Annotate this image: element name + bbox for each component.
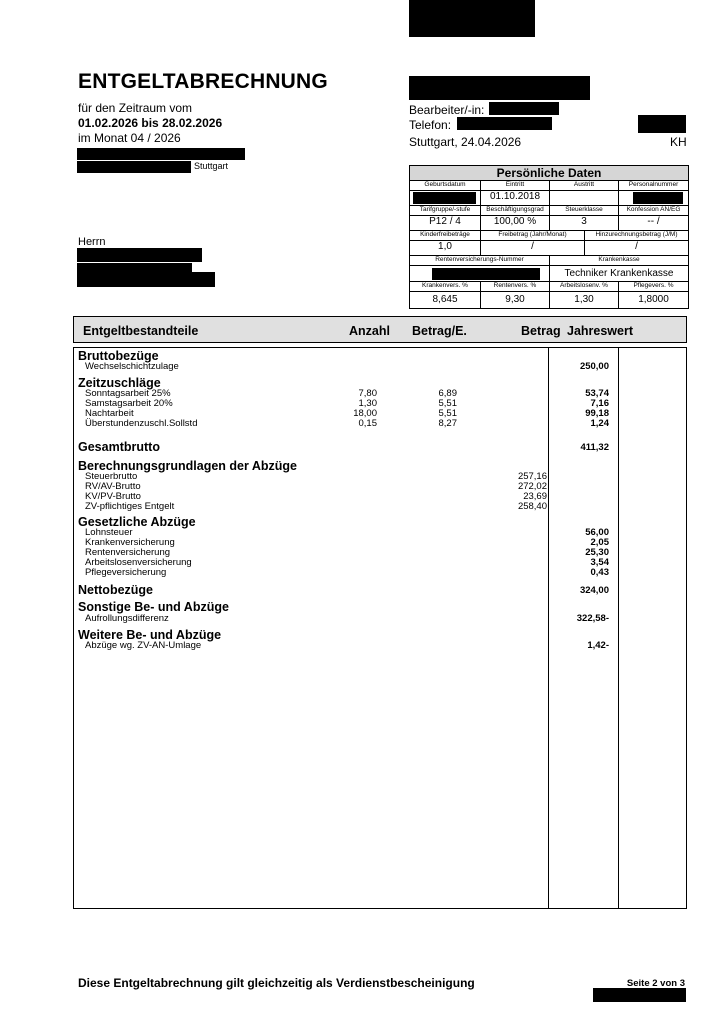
row-count: 1,30 [358, 398, 377, 409]
row-value: 7,16 [590, 398, 609, 409]
redaction-block [77, 272, 215, 287]
redaction-block [432, 268, 540, 280]
label-care-rate: Pflegevers. % [618, 281, 688, 291]
table-row [0, 419, 719, 429]
label-entry: Eintritt [480, 180, 549, 190]
row-amount: 258,40 [517, 501, 547, 512]
row-label: Krankenversicherung [85, 537, 175, 548]
label-personnel-number: Personalnummer [618, 180, 688, 190]
value-addition-amount: / [584, 240, 688, 255]
table-row [0, 443, 719, 453]
value-unemployment-rate: 1,30 [549, 291, 618, 308]
value-confession: -- / [618, 215, 688, 230]
label-employment-level: Beschäftigungsgrad [480, 205, 549, 215]
footer-note: Diese Entgeltabrechnung gilt gleichzeitig als Verdienstbescheinigung [78, 976, 475, 990]
gesamtbrutto-value: 411,32 [580, 442, 609, 453]
value-tariff-group: P12 / 4 [410, 215, 480, 230]
clerk-code: KH [670, 135, 687, 149]
label-allowance: Freibetrag (Jahr/Monat) [480, 230, 584, 240]
table-header [73, 316, 687, 343]
row-per-unit: 8,27 [438, 418, 457, 429]
row-per-unit: 6,89 [438, 388, 457, 399]
value-pension-number [410, 265, 549, 281]
redaction-block [633, 192, 683, 204]
page-number: Seite 2 von 3 [626, 978, 685, 989]
label-addition-amount: Hinzurechnungsbetrag (J/M) [584, 230, 688, 240]
document-title: ENTGELTABRECHNUNG [78, 70, 328, 93]
redaction-block [409, 0, 535, 37]
value-allowance: / [480, 240, 584, 255]
row-value: 2,05 [590, 537, 609, 548]
clerk-label: Bearbeiter/-in: [409, 103, 485, 117]
value-birthdate [410, 190, 480, 205]
personal-data-title: Persönliche Daten [410, 166, 688, 180]
row-label: KV/PV-Brutto [85, 491, 141, 502]
section-netto: Nettobezüge [78, 583, 153, 597]
label-tax-class: Steuerklasse [549, 205, 618, 215]
value-health-rate: 8,645 [410, 291, 480, 308]
header-amount: Betrag [521, 324, 561, 338]
row-label: Samstagsarbeit 20% [85, 398, 173, 409]
value-child-allowance: 1,0 [410, 240, 480, 255]
redaction-block [409, 76, 590, 100]
label-birthdate: Geburtsdatum [410, 180, 480, 190]
row-amount: 23,69 [523, 491, 547, 502]
row-amount: 272,02 [517, 481, 547, 492]
table-row [0, 641, 719, 651]
personal-data-box [409, 165, 689, 309]
label-exit: Austritt [549, 180, 618, 190]
row-label: Nachtarbeit [85, 408, 134, 419]
row-amount: 257,16 [517, 471, 547, 482]
redaction-block [593, 988, 686, 1002]
row-label: Aufrollungsdifferenz [85, 613, 169, 624]
row-label: Sonntagsarbeit 25% [85, 388, 171, 399]
row-value: 250,00 [579, 361, 609, 372]
section-zuschlaege: Zeitzuschläge [78, 376, 161, 390]
redaction-block [638, 115, 686, 133]
row-value: 3,54 [590, 557, 609, 568]
row-per-unit: 5,51 [438, 408, 457, 419]
header-count: Anzahl [349, 324, 390, 338]
table-row [0, 362, 719, 372]
netto-value: 324,00 [579, 585, 609, 596]
row-value: 25,30 [585, 547, 609, 558]
row-value: 99,18 [585, 408, 609, 419]
redaction-block [489, 102, 559, 115]
value-exit [549, 190, 618, 205]
label-pension-rate: Rentenvers. % [480, 281, 549, 291]
section-sonstige: Sonstige Be- und Abzüge [78, 600, 229, 614]
header-component: Entgeltbestandteile [83, 324, 199, 338]
table-row [0, 614, 719, 624]
value-tax-class: 3 [549, 215, 618, 230]
section-gesetzlich: Gesetzliche Abzüge [78, 515, 196, 529]
salutation: Herrn [78, 236, 106, 248]
value-personnel-number [618, 190, 688, 205]
label-tariff-group: Tarifgruppe/-stufe [410, 205, 480, 215]
period-range: 01.02.2026 bis 28.02.2026 [78, 116, 223, 130]
label-confession: Konfession AN/EG [618, 205, 688, 215]
column-divider [548, 348, 549, 908]
section-gesamtbrutto: Gesamtbrutto [78, 440, 160, 454]
row-per-unit: 5,51 [438, 398, 457, 409]
redaction-block [77, 161, 191, 173]
value-entry: 01.10.2018 [480, 190, 549, 205]
label-health-rate: Krankenvers. % [410, 281, 480, 291]
label-health-insurance: Krankenkasse [549, 255, 688, 265]
row-count: 18,00 [353, 408, 377, 419]
redaction-block [77, 248, 202, 262]
label-unemployment-rate: Arbeitslosenv. % [549, 281, 618, 291]
row-label: ZV-pflichtiges Entgelt [85, 501, 175, 512]
table-row [0, 568, 719, 578]
row-value: 322,58- [576, 613, 609, 624]
section-grundlagen: Berechnungsgrundlagen der Abzüge [78, 459, 298, 473]
row-count: 0,15 [358, 418, 377, 429]
table-row [0, 586, 719, 596]
redaction-block [77, 148, 245, 160]
row-count: 7,80 [358, 388, 377, 399]
label-pension-number: Rentenversicherungs-Nummer [410, 255, 549, 265]
section-brutto: Bruttobezüge [78, 349, 159, 363]
row-value: 1,24 [590, 418, 609, 429]
redaction-block [413, 192, 476, 204]
row-label: Abzüge wg. ZV-AN-Umlage [85, 640, 202, 651]
table-row [0, 502, 719, 512]
period-intro: für den Zeitraum vom [78, 101, 193, 115]
header-annual: Jahreswert [567, 324, 634, 338]
billing-month: im Monat 04 / 2026 [78, 131, 181, 145]
value-health-insurance: Techniker Krankenkasse [549, 265, 688, 281]
row-label: Pflegeversicherung [85, 567, 167, 578]
employer-city: Stuttgart [194, 161, 229, 171]
row-value: 1,42- [587, 640, 609, 651]
row-label: Überstundenzuschl.Sollstd [85, 418, 198, 429]
section-weitere: Weitere Be- und Abzüge [78, 628, 222, 642]
row-value: 56,00 [585, 527, 609, 538]
value-employment-level: 100,00 % [480, 215, 549, 230]
column-divider [618, 348, 619, 908]
header-per-unit: Betrag/E. [412, 324, 467, 338]
value-pension-rate: 9,30 [480, 291, 549, 308]
row-value: 0,43 [590, 567, 609, 578]
phone-label: Telefon: [409, 118, 452, 132]
row-label: Lohnsteuer [85, 527, 133, 538]
row-label: Steuerbrutto [85, 471, 138, 482]
label-child-allowance: Kinderfreibeträge [410, 230, 480, 240]
value-care-rate: 1,8000 [618, 291, 688, 308]
place-date: Stuttgart, 24.04.2026 [409, 135, 522, 149]
redaction-block [457, 117, 552, 130]
row-label: Arbeitslosenversicherung [85, 557, 192, 568]
row-value: 53,74 [585, 388, 609, 399]
row-label: RV/AV-Brutto [85, 481, 141, 492]
row-label: Wechselschichtzulage [85, 361, 179, 372]
row-label: Rentenversicherung [85, 547, 171, 558]
